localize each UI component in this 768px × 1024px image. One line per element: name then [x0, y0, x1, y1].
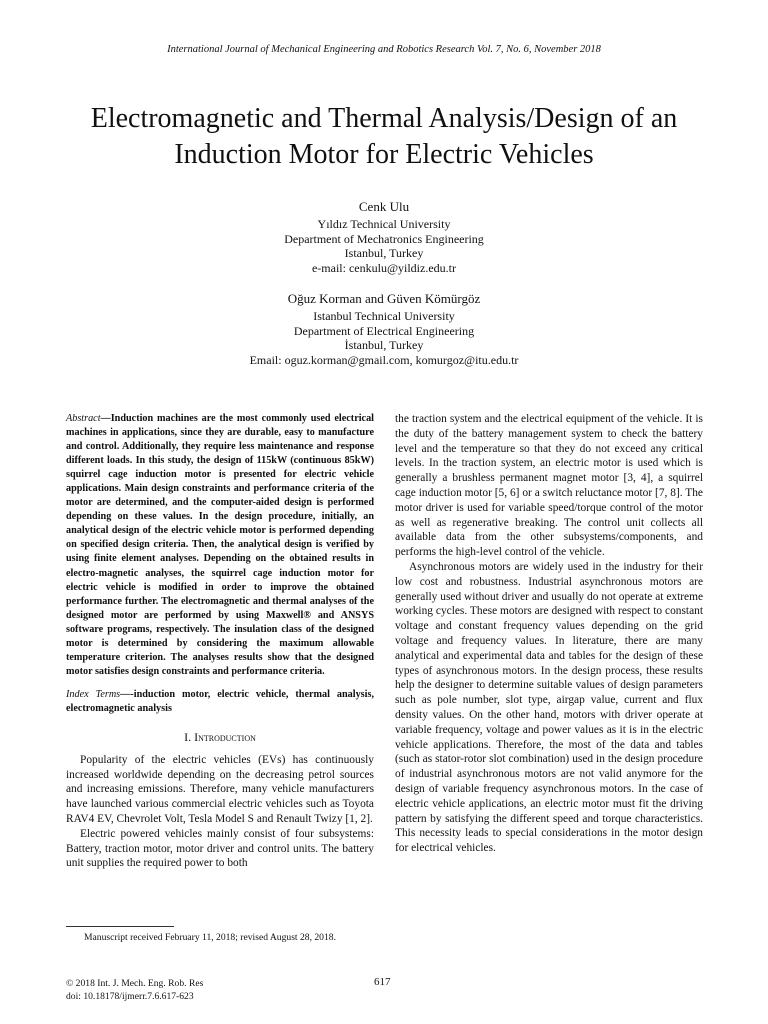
- index-terms: [66, 688, 374, 716]
- paper-title: Electromagnetic and Thermal Analysis/Design of an Induction Motor for Electric Vehicles: [90, 103, 678, 170]
- footnote-rule: [66, 926, 174, 927]
- section-heading-introduction: I. Introduction: [184, 729, 256, 744]
- author-location: Istanbul, Turkey: [344, 246, 424, 261]
- author-location: İstanbul, Turkey: [344, 338, 424, 353]
- index-terms-label: Index Terms: [66, 688, 121, 700]
- author-block-2: [0, 292, 768, 368]
- footer-copyright: [66, 977, 203, 1003]
- author-block-1: [0, 200, 768, 276]
- page-number: 617: [374, 976, 391, 988]
- author-name: Cenk Ulu: [358, 199, 410, 214]
- left-column: [66, 412, 374, 871]
- body-paragraph-1: the traction system and the electrical equipment of the vehicle. It is the duty of the battery management system to check the battery level and the temperature so that they do not exceed any critical levels. In the traction system, an electric motor is used which is generally a brushless permanent magnet motor [3, 4], a squirrel cage induction motor [5, 6] or a switch reluctance motor [7, 8]. The motor driver is used for variable speed/torque control of the motor as well as regenerative breaking. The control unit collects all available data from the other subsystems/components, and performs the high-level control of the vehicle.: [395, 413, 703, 559]
- footnote: Manuscript received February 11, 2018; revised August 28, 2018.: [84, 932, 336, 943]
- abstract: [66, 412, 374, 679]
- author-email: Email: oguz.korman@gmail.com, komurgoz@itu.edu.tr: [249, 353, 519, 368]
- author-department: Department of Mechatronics Engineering: [284, 231, 484, 246]
- author-email: e-mail: cenkulu@yildiz.edu.tr: [311, 261, 456, 276]
- body-paragraph-2: Asynchronous motors are widely used in the industry for their low cost and robustness. Industrial asynchronous motors are generally used without driver and usually do not operate at extreme working cycles. These motors are designed with respect to constant voltage and constant frequency values depending on the grid voltage and frequency values. In literature, there are many analytical and experimental data and tables for the design of these types of asynchronous motors. In the design process, these results help the designer to determine suitable values of design parameters such as pole number, slot type, airgap value, current and flux density values. On the other hand, motors with driver operate at variable frequency, voltage and power values as it is in the electric vehicle applications. Therefore, the most of the data and tables (such as stator-rotor slot combination) used in the design procedure of industrial asynchronous motors are not valid anymore for the design of variable frequency asynchronous motors. In the case of electric vehicle applications, an electric motor must fit the driving pattern by satisfying the different speed and torque characteristics. This necessity leads to special considerations in the motor design for electrical vehicles.: [395, 560, 703, 855]
- intro-paragraph-2: Electric powered vehicles mainly consist of four subsystems: Battery, traction motor, motor driver and control units. The battery unit supplies the required power to both: [66, 827, 374, 870]
- author-department: Department of Electrical Engineering: [293, 323, 475, 338]
- doi-text: doi: 10.18178/ijmerr.7.6.617-623: [66, 991, 194, 1002]
- intro-paragraph-1: Popularity of the electric vehicles (EVs) has continuously increased worldwide depending on the decreasing petrol sources and increasing emissions. Therefore, many vehicle manufacturers have launched various commercial electric vehicles such as Toyota RAV4 EV, Chevrolet Volt, Tesla Model S and Renault Twizy [1, 2].: [66, 753, 374, 825]
- right-column: [395, 412, 703, 856]
- journal-header: International Journal of Mechanical Engineering and Robotics Research Vol. 7, No. 6, November 2018: [167, 44, 601, 55]
- author-names: Oğuz Korman and Güven Kömürgöz: [287, 291, 481, 306]
- abstract-label: Abstract: [66, 413, 101, 424]
- abstract-text: —Induction machines are the most commonly used electrical machines in applications, since they are durable, easy to manufacture and control. Additionally, they require less maintenance and response different loads. In this study, the design of 115kW (continuous 85kW) squirrel cage induction motor is presented for electric vehicle applications. Main design constraints and performance criteria of the motor are determined, and the computer-aided design is performed depending on these values. In the design procedure, initially, an analytical design of the electric vehicle motor is performed depending on specified design criteria. Then, the analytical design is verified by using finite element analyses. Depending on the obtained results in electro-magnetic analyses, the squirrel cage induction motor for electric vehicle is modified in order to improve the obtained performance further. The electromagnetic and thermal analyses of the designed motor are performed by using Maxwell® and ANSYS software programs, respectively. The insulation class of the designed motor is determined by considering the maximum allowable temperature criterion. The analyses results show that the designed motor satisfies design constraints and performance criteria.: [66, 413, 374, 677]
- index-terms-text: —-induction motor, electric vehicle, thermal analysis, electromagnetic analysis: [66, 688, 374, 714]
- author-affiliation: Yıldız Technical University: [317, 216, 451, 231]
- author-affiliation: Istanbul Technical University: [313, 308, 455, 323]
- copyright-text: © 2018 Int. J. Mech. Eng. Rob. Res: [66, 978, 204, 989]
